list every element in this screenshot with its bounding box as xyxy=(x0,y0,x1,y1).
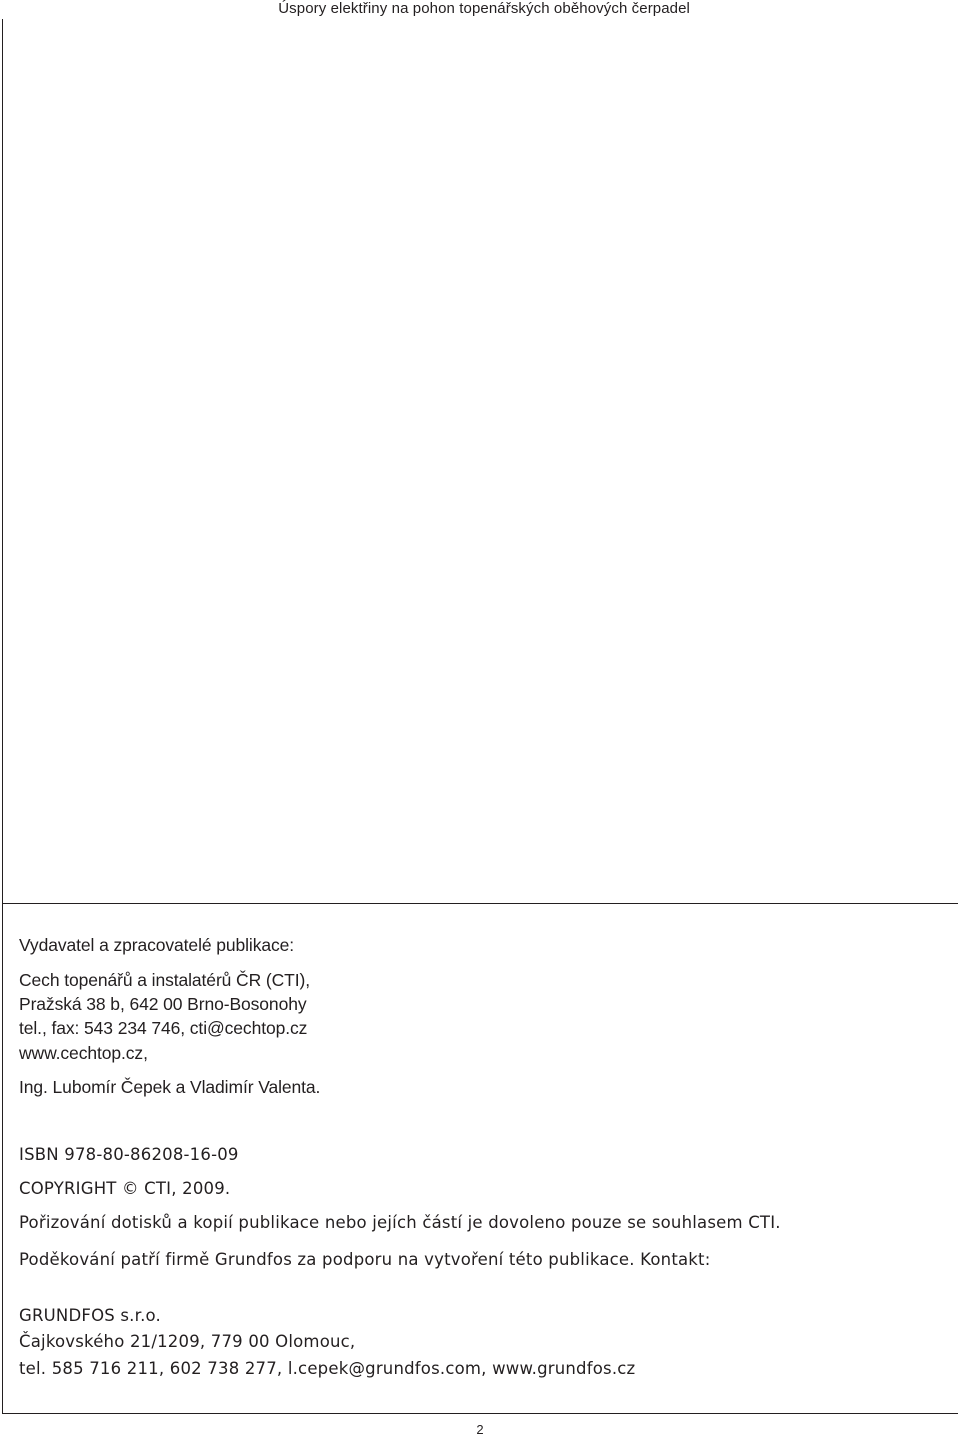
copyright: COPYRIGHT © CTI, 2009. xyxy=(19,1179,231,1198)
imprint-divider xyxy=(2,903,958,904)
publisher-address: Pražská 38 b, 642 00 Brno-Bosonohy xyxy=(19,994,307,1014)
sponsor-contact: tel. 585 716 211, 602 738 277, l.cepek@grundfos.com, www.grundfos.cz xyxy=(19,1359,636,1378)
running-header-title: Úspory elektřiny na pohon topenářských oběhových čerpadel xyxy=(278,0,690,17)
publisher-web: www.cechtop.cz, xyxy=(19,1043,148,1063)
authors: Ing. Lubomír Čepek a Vladimír Valenta. xyxy=(19,1077,321,1097)
publisher-label: Vydavatel a zpracovatelé publikace: xyxy=(19,935,295,955)
reproduction-notice: Pořizování dotisků a kopií publikace nebo jejích částí je dovoleno pouze se souhlasem CTI. xyxy=(19,1213,781,1232)
sponsor-address: Čajkovského 21/1209, 779 00 Olomouc, xyxy=(19,1332,356,1351)
acknowledgement: Poděkování patří firmě Grundfos za podporu na vytvoření této publikace. Kontakt: xyxy=(19,1250,711,1269)
isbn: ISBN 978-80-86208-16-09 xyxy=(19,1145,239,1164)
page-frame xyxy=(2,19,958,1414)
publisher-name: Cech topenářů a instalatérů ČR (CTI), xyxy=(19,970,311,990)
publisher-contact: tel., fax: 543 234 746, cti@cechtop.cz xyxy=(19,1018,308,1038)
sponsor-name: GRUNDFOS s.r.o. xyxy=(19,1306,161,1325)
page-number: 2 xyxy=(476,1422,484,1437)
